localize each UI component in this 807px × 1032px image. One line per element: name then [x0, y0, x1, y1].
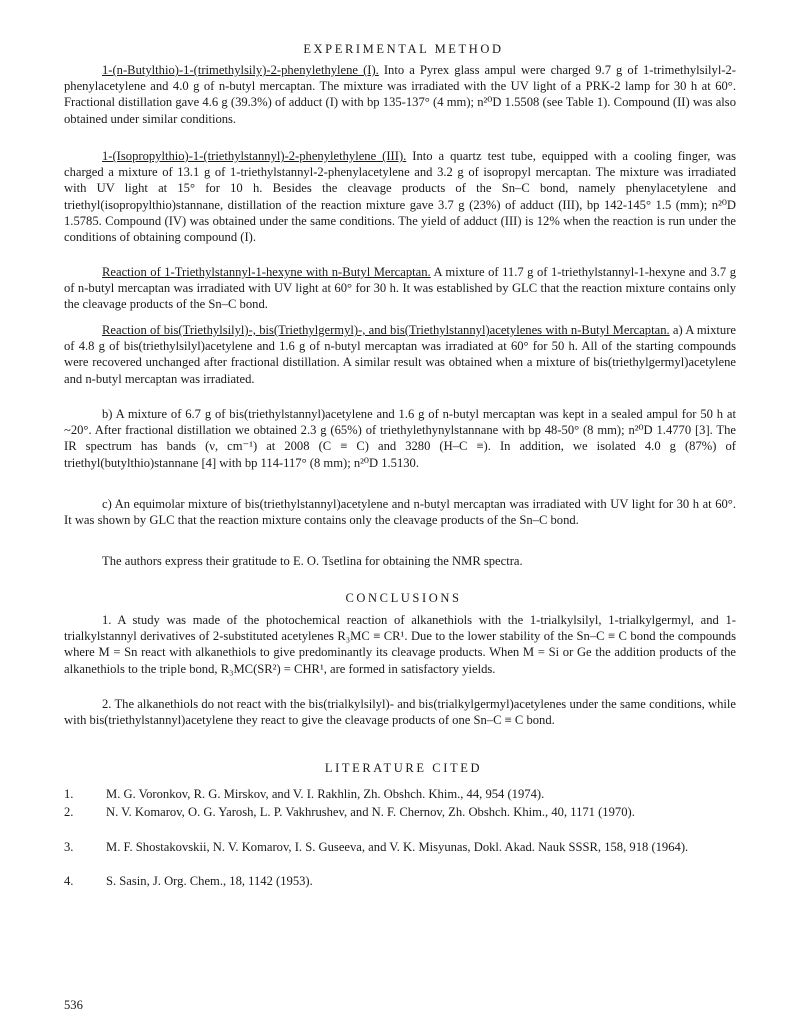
- paragraph-bis-acetylenes-c: [64, 496, 736, 528]
- acknowledgment: [64, 553, 736, 569]
- reference-number: 4.: [64, 874, 74, 888]
- paragraph-hexyne-reaction: [64, 264, 736, 313]
- reference-text: M. G. Voronkov, R. G. Mirskov, and V. I. Rakhlin, Zh. Obshch. Khim., 44, 954 (1974).: [106, 787, 545, 801]
- paragraph-text: Into a quartz test tube, equipped with a cooling finger, was charged a mixture of 13.1 g of 1-triethylstannyl-2-phenylacetylene and 3.2 g of isopropyl mercaptan. The mixture was irradiated with UV light at 15° for 10 h. Besides the cleavage products of the Sn–C bond, namely phenylacetylene and triethyl(isopropylthio)stannane, distillation of the reaction mixture gave 3.7 g (23%) of adduct (III), bp 142-145° 1.5 (mm); n²⁰D 1.5785. Compound (IV) was obtained under the same conditions. The yield of adduct (III) is 12% when the reaction is run under the conditions of obtaining compound (I).: [64, 149, 737, 245]
- paragraph-bis-acetylenes-b: [64, 406, 736, 471]
- conclusion-2: [64, 696, 736, 728]
- paragraph-compound-i: [64, 62, 736, 127]
- reference-number: 2.: [64, 805, 74, 819]
- reference-text: M. F. Shostakovskii, N. V. Komarov, I. S. Guseeva, and V. K. Misyunas, Dokl. Akad. Nauk SSSR, 158, 918 (1964).: [106, 840, 689, 854]
- paragraph-bis-acetylenes-a: [64, 322, 736, 387]
- paragraph-text: The authors express their gratitude to E. O. Tsetlina for obtaining the NMR spectra.: [102, 554, 523, 568]
- paragraph-text: Into a Pyrex glass ampul were charged 9.7 g of 1-trimethylsilyl-2-phenylacetylene and 4.0 g of n-butyl mercaptan. The mixture was irradiated with the UV light of a PRK-2 lamp for 30 h at 60°. Fractional distillation gave 4.6 g (39.3%) of adduct (I) with bp 135-137° (4 mm); n²⁰D 1.5508 (see Table 1). Compound (II) was also obtained under similar conditions.: [64, 63, 736, 126]
- paragraph-title: 1-(Isopropylthio)-1-(triethylstannyl)-2-phenylethylene (III).: [102, 149, 407, 163]
- experimental-heading: EXPERIMENTAL METHOD: [303, 42, 504, 56]
- conclusion-1: [64, 612, 736, 677]
- paragraph-text: 2. The alkanethiols do not react with the bis(trialkylsilyl)- and bis(trialkylgermyl)acetylenes under the same conditions, while with bis(triethylstannyl)acetylene they react to give the cleavage products of one Sn–C ≡ C bond.: [64, 697, 736, 728]
- paragraph-text: b) A mixture of 6.7 g of bis(triethylstannyl)acetylene and 1.6 g of n-butyl mercaptan was kept in a sealed ampul for 50 h at ~20°. After fractional distillation we obtained 2.3 g (65%) of triethylethynylstannane with bp 48-50° (8 mm); n²⁰D 1.4770 [3]. The IR spectrum has bands (ν, cm⁻¹) at 2008 (C ≡ C) and 3280 (H–C ≡). In addition, we isolated 4.0 g (87%) of triethyl(butylthio)stannane [4] with bp 114-117° (8 mm); n²⁰D 1.5130.: [64, 407, 736, 470]
- paragraph-title: Reaction of 1-Triethylstannyl-1-hexyne with n-Butyl Mercaptan.: [102, 265, 431, 279]
- conclusions-heading: CONCLUSIONS: [345, 591, 462, 605]
- reference-text: N. V. Komarov, O. G. Yarosh, L. P. Vakhrushev, and N. F. Chernov, Zh. Obshch. Khim., 40, 1171 (1970).: [106, 805, 635, 819]
- reference-number: 3.: [64, 840, 74, 854]
- literature-heading: LITERATURE CITED: [324, 761, 483, 775]
- paragraph-title: Reaction of bis(Triethylsilyl)-, bis(Triethylgermyl)-, and bis(Triethylstannyl)acetylenes with n-Butyl Mercaptan.: [102, 323, 670, 337]
- paragraph-compound-iii: [64, 148, 736, 245]
- paragraph-text: c) An equimolar mixture of bis(triethylstannyl)acetylene and n-butyl mercaptan was irradiated with UV light for 30 h at 60°. It was shown by GLC that the reaction mixture contains only the cleavage products of the Sn–C bond.: [64, 497, 736, 528]
- reference-number: 1.: [64, 787, 74, 801]
- reference-text: S. Sasin, J. Org. Chem., 18, 1142 (1953).: [106, 874, 313, 888]
- paragraph-title: 1-(n-Butylthio)-1-(trimethylsily)-2-phenylethylene (I).: [102, 63, 379, 77]
- paragraph-text: A mixture of 11.7 g of 1-triethylstannyl-1-hexyne and 3.7 g of n-butyl mercaptan was irradiated with UV light at 60° for 30 h. It was established by GLC that the reaction mixture contains only the cleavage products of the Sn–C bond.: [64, 265, 737, 312]
- paragraph-text: 1. A study was made of the photochemical reaction of alkanethiols with the 1-trialkylsilyl, 1-trialkylgermyl, and 1-trialkylstannyl derivatives of 2-substituted acetylenes R₃MC ≡ CR¹. Due to the lower stability of the Sn–C ≡ C bond the compounds where M = Sn react with alkanethiols to give predominantly its cleavage products. When M = Si or Ge the addition products of the alkanethiols to the triple bond, R₃MC(SR²) = CHR¹, are formed in satisfactory yields.: [64, 613, 736, 676]
- paragraph-text: a) A mixture of 4.8 g of bis(triethylsilyl)acetylene and 1.6 g of n-butyl mercaptan was irradiated at 60° for 50 h. All of the starting compounds were recovered unchanged after fractional distillation. A similar result was obtained when a mixture of bis(triethylgermyl)acetylene and n-butyl mercaptan was irradiated.: [64, 323, 737, 386]
- page-number: 536: [64, 998, 83, 1012]
